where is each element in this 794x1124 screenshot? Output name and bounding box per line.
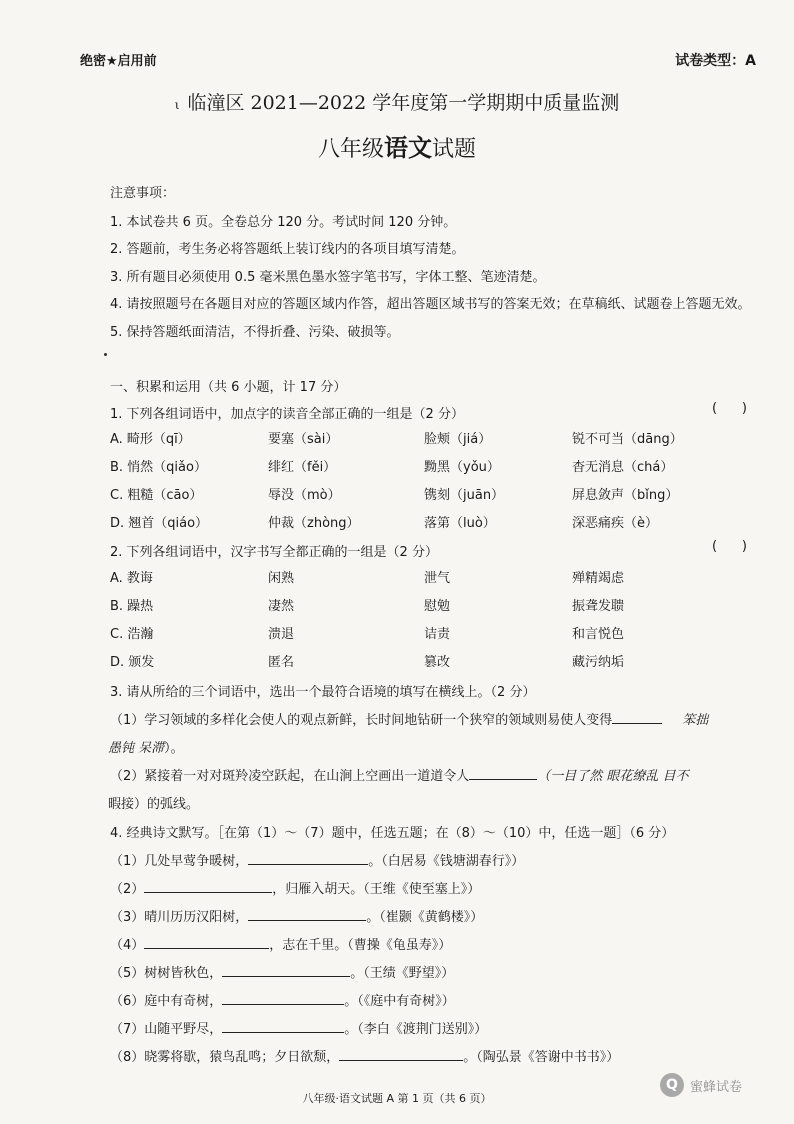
recitation-item (110, 878, 480, 897)
recitation-prompt: （3）晴川历历汉阳树， (110, 910, 249, 925)
option-row (110, 623, 710, 643)
q3-part-1 (110, 709, 708, 728)
recitation-source: 。（王绩《野望》） (350, 966, 455, 981)
q3-handwritten-options: 愚钝 呆滞 (108, 741, 165, 756)
q3-part-2-cont (108, 793, 199, 812)
q3-part-1-end: ）。 (164, 741, 184, 756)
question-2-stem: 2. 下列各组词语中，汉字书写全都正确的一组是（2 分） (110, 545, 438, 560)
watermark (660, 1071, 770, 1099)
recitation-prompt: （1）几处早莺争暖树， (110, 854, 249, 869)
q3-handwritten-options: （一目了然 眼花缭乱 目不 (537, 769, 689, 784)
recitation-source: ，归雁入胡天。（王维《使至塞上》） (272, 882, 481, 897)
subtitle-pre: 八年级 (317, 137, 384, 162)
bee-logo-icon: Q (660, 1073, 684, 1097)
answer-blank (144, 880, 272, 893)
option-cell: 匿名 (268, 655, 295, 670)
answer-blank (222, 1020, 344, 1033)
note-item: 5. 保持答题纸面清洁，不得折叠、污染、破损等。 (110, 325, 400, 340)
option-cell: 慰勉 (424, 599, 451, 614)
note-item: 3. 所有题目必须使用 0.5 毫米黑色墨水签字笔书写，字体工整、笔迹清楚。 (110, 270, 546, 285)
question-3-stem: 3. 请从所给的三个词语中，选出一个最符合语境的填写在横线上。（2 分） (110, 685, 536, 700)
exam-subtitle (0, 128, 794, 163)
q3-part-2 (110, 765, 689, 784)
notes-heading: 注意事项： (110, 186, 176, 201)
recitation-source: 。（崔颢《黄鹤楼》） (366, 910, 484, 925)
option-cell: C. 粗糙（cāo） (110, 488, 203, 503)
paper-type-label: 试卷类型：A (675, 53, 756, 69)
q3-part-1-text: （1）学习领域的多样化会使人的观点新鲜，长时间地钻研一个狭窄的领域则易使人变得 (110, 713, 613, 728)
q3-part-2-cont-text: 暇接 (108, 797, 135, 812)
answer-paren: ( ) (712, 401, 747, 416)
option-cell: B. 悄然（qiǎo） (110, 460, 207, 475)
option-cell: 要塞（sài） (268, 432, 339, 447)
option-cell: 仲裁（zhòng） (268, 516, 360, 531)
option-cell: 杳无消息（chá） (572, 460, 674, 475)
option-row (110, 595, 710, 615)
question-1-stem: 1. 下列各组词语中，加点字的读音全部正确的一组是（2 分） (110, 407, 464, 422)
option-cell: C. 浩瀚 (110, 627, 154, 642)
note-item: 1. 本试卷共 6 页。全卷总分 120 分。考试时间 120 分钟。 (110, 215, 457, 230)
option-cell: 溃退 (268, 627, 295, 642)
option-cell: A. 畸形（qī） (110, 432, 191, 447)
watermark-text: 蜜蜂试卷 (690, 1079, 743, 1095)
recitation-prompt: （7）山随平野尽， (110, 1022, 223, 1037)
option-row (110, 456, 710, 476)
recitation-prompt: （2） (110, 882, 145, 897)
exam-title-text: 临潼区 2021—2022 学年度第一学期期中质量监测 (187, 92, 620, 114)
option-row (110, 651, 710, 671)
answer-blank (469, 767, 537, 780)
option-cell: B. 躁热 (110, 599, 154, 614)
note-item: 4. 请按照题号在各题目对应的答题区域内作答，超出答题区域书写的答案无效；在草稿纸、试题卷上答题无效。 (110, 297, 751, 312)
exam-title (0, 88, 794, 115)
answer-blank (339, 1048, 463, 1061)
subtitle-post: 试题 (432, 137, 477, 162)
recitation-source: 。（白居易《钱塘湖春行》） (368, 854, 525, 869)
option-cell: 诘责 (424, 627, 451, 642)
option-cell: 和言悦色 (572, 627, 625, 642)
recitation-prompt: （4） (110, 938, 145, 953)
recitation-item (110, 906, 483, 925)
option-cell: 黝黑（yǒu） (424, 460, 500, 475)
q3-part-2-text: （2）紧接着一对对斑羚凌空跃起，在山涧上空画出一道道令人 (110, 769, 470, 784)
page-footer: 八年级·语文试题 A 第 1 页（共 6 页） (302, 1092, 492, 1105)
recitation-source: 。（陶弘景《答谢中书书》） (463, 1050, 620, 1065)
recitation-item (110, 934, 451, 953)
recitation-source: ，志在千里。（曹操《龟虽寿》） (269, 938, 452, 953)
recitation-prompt: （8）晓雾将歇，猿鸟乱鸣；夕日欲颓， (110, 1050, 340, 1065)
recitation-item (110, 990, 455, 1009)
option-cell: 篡改 (424, 655, 451, 670)
option-cell: 辱没（mò） (268, 488, 341, 503)
option-cell: 藏污纳垢 (572, 655, 625, 670)
recitation-item (110, 962, 454, 981)
secret-label: 绝密★启用前 (80, 54, 157, 69)
recitation-item (110, 1018, 487, 1037)
option-cell: 闲熟 (268, 571, 295, 586)
option-row (110, 512, 710, 532)
option-cell: D. 颁发 (110, 655, 155, 670)
title-mark: ι (174, 98, 180, 112)
option-cell: 锐不可当（dāng） (572, 432, 683, 447)
answer-blank (222, 992, 344, 1005)
recitation-prompt: （6）庭中有奇树， (110, 994, 223, 1009)
subtitle-bold: 语文 (384, 133, 432, 162)
answer-paren: ( ) (712, 539, 747, 554)
option-cell: 镌刻（juān） (424, 488, 505, 503)
q3-handwritten-option: 笨拙 (682, 713, 709, 728)
option-cell: 殚精竭虑 (572, 571, 625, 586)
answer-blank (612, 711, 662, 724)
scan-speck (104, 353, 107, 356)
option-cell: D. 翘首（qiáo） (110, 516, 209, 531)
option-cell: 绯红（fěi） (268, 460, 337, 475)
option-row (110, 484, 710, 504)
answer-blank (248, 908, 366, 921)
recitation-source: 。（《庭中有奇树》） (344, 994, 455, 1009)
option-cell: 屏息敛声（bǐng） (572, 488, 679, 503)
recitation-item (110, 1046, 619, 1065)
recitation-item (110, 850, 524, 869)
question-4-stem: 4. 经典诗文默写。［在第（1）～（7）题中，任选五题；在（8）～（10）中，任选一题］（6 分） (110, 826, 675, 841)
recitation-prompt: （5）树树皆秋色， (110, 966, 223, 981)
option-cell: A. 教诲 (110, 571, 153, 586)
note-item: 2. 答题前，考生务必将答题纸上装订线内的各项目填写清楚。 (110, 242, 465, 257)
option-cell: 深恶痛疾（è） (572, 516, 658, 531)
q3-part-1-cont (108, 737, 184, 756)
answer-blank (248, 852, 368, 865)
option-cell: 落第（luò） (424, 516, 496, 531)
answer-blank (222, 964, 350, 977)
q3-part-2-end: ）的弧线。 (134, 797, 200, 812)
section-heading: 一、积累和运用（共 6 小题，计 17 分） (110, 380, 347, 395)
option-cell: 凄然 (268, 599, 295, 614)
answer-blank (144, 936, 269, 949)
option-row (110, 428, 710, 448)
option-cell: 脸颊（jiá） (424, 432, 492, 447)
option-row (110, 567, 710, 587)
option-cell: 振聋发聩 (572, 599, 625, 614)
recitation-source: 。（李白《渡荆门送别》） (344, 1022, 488, 1037)
option-cell: 泄气 (424, 571, 451, 586)
